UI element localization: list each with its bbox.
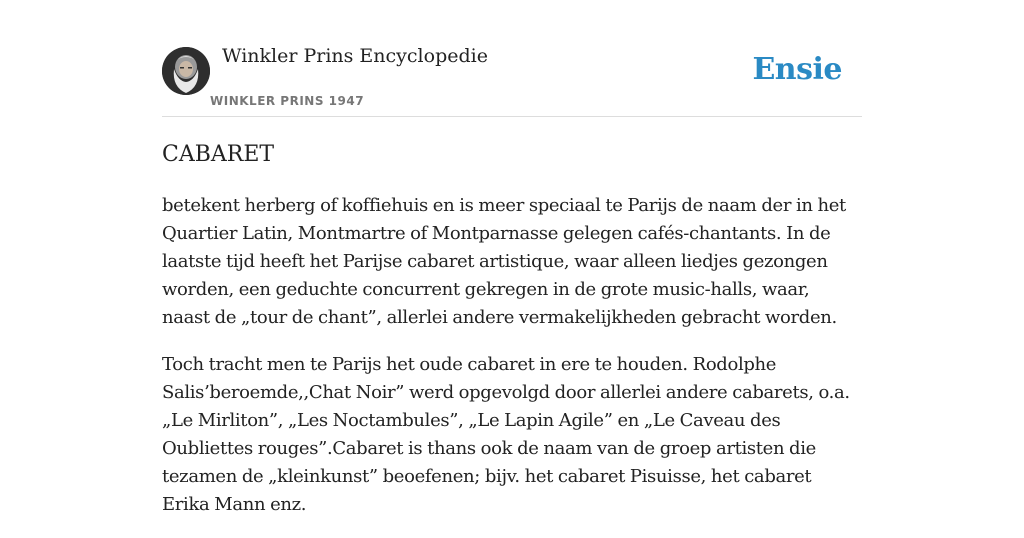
article-body (162, 192, 862, 538)
edition-label[interactable]: WINKLER PRINS 1947 (210, 94, 365, 108)
brand-logo[interactable]: Ensie (752, 52, 842, 87)
article-title: CABARET (162, 142, 275, 167)
site-name[interactable]: Winkler Prins Encyclopedie (222, 45, 488, 67)
article-paragraph: betekent herberg of koffiehuis en is meer speciaal te Parijs de naam der in het Quartier Latin, Montmartre of Montparnasse gelegen cafés-chantants. In de laatste tijd heeft het Parijse cabaret artistique, waar alleen liedjes gezongen worden, een geduchte concurrent gekregen in de grote music-halls, waar, naast de „tour de chant”, allerlei andere vermakelijkheden gebracht worden. (162, 195, 846, 328)
page-container (162, 0, 862, 515)
avatar[interactable] (162, 47, 210, 95)
header (162, 0, 862, 117)
article-paragraph: Toch tracht men te Parijs het oude cabaret in ere te houden. Rodolphe Salis’beroemde,,Chat Noir” werd opgevolgd door allerlei andere cabarets, o.a. „Le Mirliton”, „Les Noctambules”, „Le Lapin Agile” en „Le Caveau des Oubliettes rouges”.Cabaret is thans ook de naam van de groep artisten die tezamen de „kleinkunst” beoefenen; bijv. het cabaret Pisuisse, het cabaret Erika Mann enz. (162, 354, 850, 515)
author-portrait-icon (162, 47, 210, 95)
